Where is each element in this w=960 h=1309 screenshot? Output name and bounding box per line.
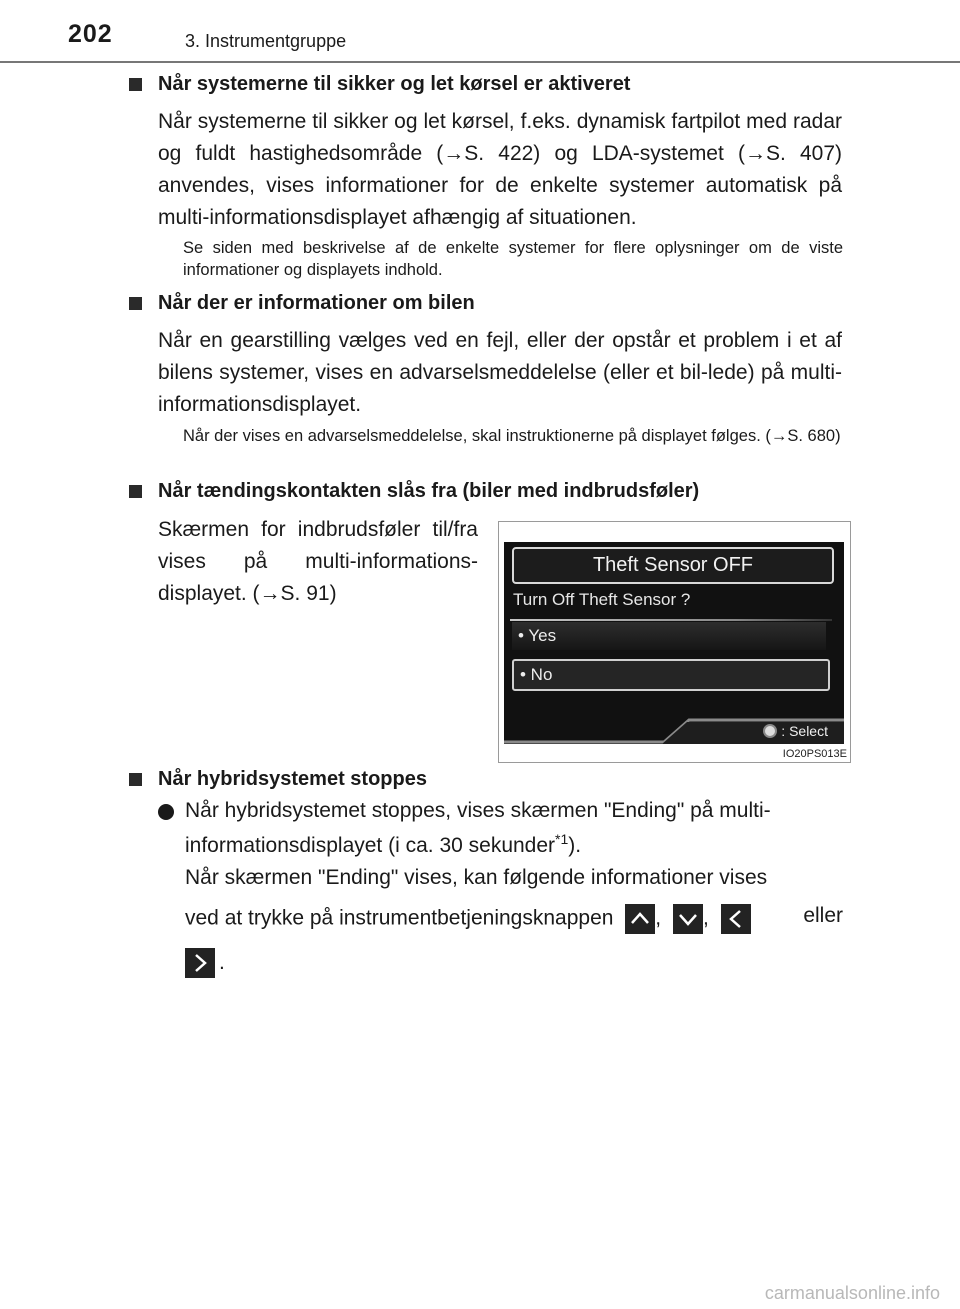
figure-code: IO20PS013E	[782, 748, 847, 760]
right-button-icon	[185, 948, 215, 978]
section-heading: Når der er informationer om bilen	[158, 292, 475, 314]
up-button-icon	[625, 904, 655, 934]
watermark: carmanualsonline.info	[764, 1283, 940, 1303]
screen-divider	[510, 619, 832, 621]
screen-question: Turn Off Theft Sensor ?	[513, 590, 691, 609]
body-text-line: Når skærmen "Ending" vises, kan følgende informationer vises	[185, 866, 768, 889]
screen-title: Theft Sensor OFF	[512, 547, 834, 584]
page-header	[0, 0, 960, 62]
or-word: eller	[803, 904, 843, 927]
footnote-marker: *1	[555, 831, 569, 847]
square-bullet-icon	[129, 773, 142, 786]
body-text: ved at trykke på instrumentbetjeningsknappen	[185, 906, 614, 930]
section-note: Når der vises en advarselsmeddelelse, skal instruktionerne på displayet følges. (→S. 680)	[183, 427, 841, 445]
section-body: Når en gearstilling vælges ved en fejl, eller der opstår et problem i et af bilens systemer, vises en advarselsmeddelelse (eller et bil-lede) på multi-informationsdisplayet.	[158, 329, 842, 416]
section-heading: Når hybridsystemet stoppes	[158, 768, 427, 790]
display-illustration	[498, 521, 851, 763]
section-body: Når systemerne til sikker og let kørsel, f.eks. dynamisk fartpilot med radar og fuldt hastighedsområde (→S. 422) og LDA-systemet (→S. 407) anvendes, vises informationer for de enkelte systemer automatisk på multi-informationsdisplayet afhængig af situationen.	[158, 110, 842, 229]
body-text-line	[185, 904, 843, 934]
select-hint	[763, 723, 828, 739]
bullet-text-line	[185, 831, 581, 858]
square-bullet-icon	[129, 485, 142, 498]
square-bullet-icon	[129, 78, 142, 91]
page-number: 202	[68, 20, 113, 48]
body-text-line	[185, 948, 225, 978]
square-bullet-icon	[129, 297, 142, 310]
bullet-text-end: ).	[568, 834, 582, 857]
bullet-text-line: Når hybridsystemet stoppes, vises skærmen "Ending" på multi-	[185, 799, 771, 822]
bullet-text: informationsdisplayet (i ca. 30 sekunder	[185, 834, 556, 857]
dial-icon	[763, 724, 777, 738]
round-bullet-icon	[158, 804, 174, 820]
header-divider	[0, 61, 960, 63]
multi-information-display	[504, 542, 844, 744]
comma: ,	[655, 906, 662, 930]
left-button-icon	[721, 904, 751, 934]
section-heading: Når tændingskontakten slås fra (biler med indbrudsføler)	[158, 480, 700, 502]
down-button-icon	[673, 904, 703, 934]
select-hint-label: : Select	[781, 723, 828, 739]
comma: ,	[702, 906, 709, 930]
chapter-title: 3. Instrumentgruppe	[185, 31, 347, 51]
section-note: Se siden med beskrivelse af de enkelte systemer for flere oplysninger om de viste informationer og displayets indhold.	[183, 239, 843, 279]
section-body: Skærmen for indbrudsføler til/fra vises på multi-informations-displayet. (→S. 91)	[158, 518, 478, 605]
section-heading: Når systemerne til sikker og let kørsel er aktiveret	[158, 73, 631, 95]
option-yes: • Yes	[512, 622, 826, 650]
period: .	[219, 950, 225, 974]
option-no-selected: • No	[512, 659, 830, 691]
